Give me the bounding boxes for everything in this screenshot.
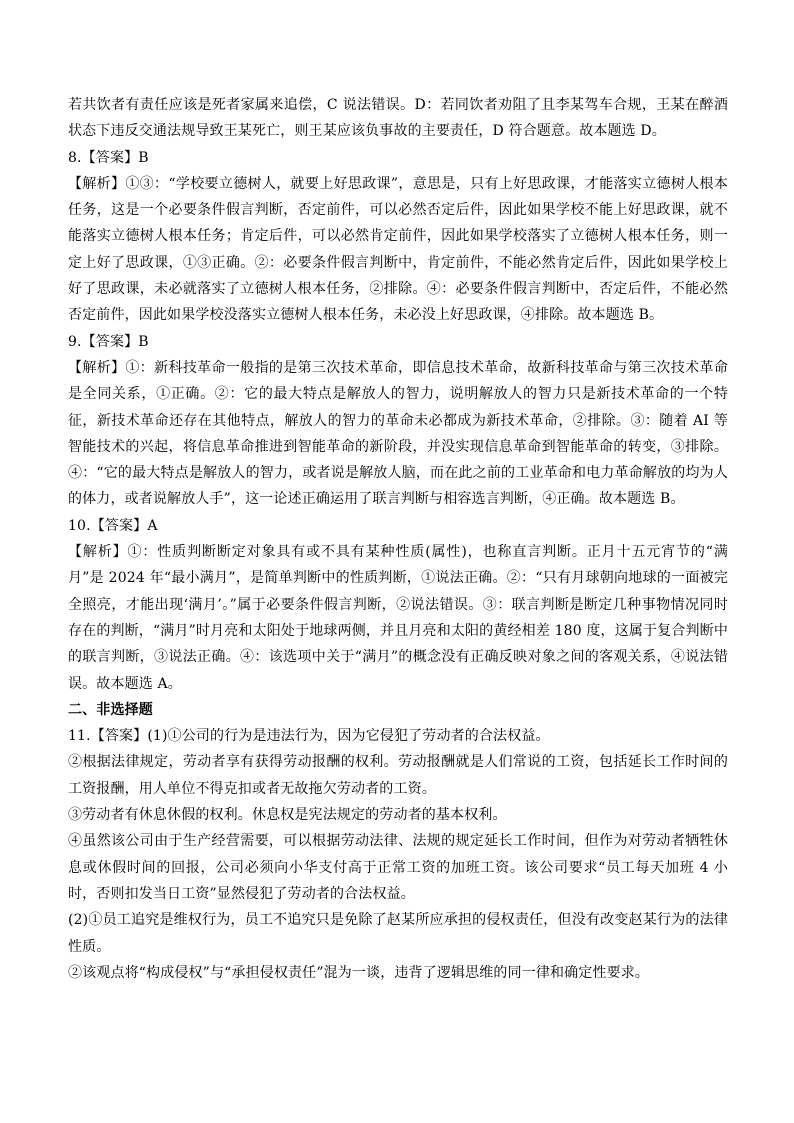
explanation-9: 【解析】①：新科技革命一般指的是第三次技术革命，即信息技术革命，故新科技革命与第三次技术革命是全同关系，①正确。②：它的最大特点是解放人的智力，说明解放人的智力只是新技术革命的一个特征，新技术革命还存在其他特点，解放人的智力的革命未必都成为新技术革命，②排除。③：随着 AI 等智能技术的兴起，将信息革命推进到智能革命的新阶段，并没实现信息革命到智能革命的转变，③排除。④：“它的最大特点是解放人的智力，或者说是解放人脑，而在此之前的工业革命和电力革命解放的均为人的体力，或者说解放人手”，这一论述正确运用了联言判断与相容选言判断，④正确。故本题选 B。 [68, 359, 728, 508]
answer-11-part2-point2: ②该观点将“构成侵权”与“承担侵权责任”混为一谈，违背了逻辑思维的同一律和确定性要求。 [68, 964, 650, 981]
answer-explanations [68, 92, 728, 986]
answer-11-part1-point2: ②根据法律规定，劳动者享有获得劳动报酬的权利。劳动报酬就是人们常说的工资，包括延长工作时间的工资报酬，用人单位不得克扣或者无故拖欠劳动者的工资。 [68, 754, 728, 797]
explanation-8: 【解析】①③：“学校要立德树人，就要上好思政课”，意思是，只有上好思政课，才能落实立德树人根本任务，这是一个必要条件假言判断，否定前件，可以必然否定后件，因此如果学校不能上好思政课，就不能落实立德树人根本任务；肯定后件，可以必然肯定前件，因此如果学校落实了立德树人根本任务，则一定上好了思政课，①③正确。②：必要条件假言判断中，肯定前件，不能必然肯定后件，因此如果学校上好了思政课，未必就落实了立德树人根本任务，②排除。④：必要条件假言判断中，否定后件，不能必然否定前件，因此如果学校没落实立德树人根本任务，未必没上好思政课，④排除。故本题选 B。 [68, 175, 728, 324]
answer-11-part1-point1: 11.【答案】(1)①公司的行为是违法行为，因为它侵犯了劳动者的合法权益。 [68, 728, 550, 745]
answer-10: 10.【答案】A [68, 517, 158, 534]
answer-8: 8.【答案】B [68, 149, 149, 166]
explanation-10: 【解析】①：性质判断断定对象具有或不具有某种性质(属性)，也称直言判断。正月十五元宵节的“满月”是 2024 年“最小满月”，是简单判断中的性质判断，①说法正确。②：“只有月球朝向地球的一面被完全照亮，才能出现‘满月’。”属于必要条件假言判断，②说法错误。③：联言判断是断定几种事物情况同时存在的判断，“满月”时月亮和太阳处于地球两侧，并且月亮和太阳的黄经相差 180 度，这属于复合判断中的联言判断，③说法正确。④：该选项中关于“满月”的概念没有正确反映对象之间的客观关系，④说法错误。故本题选 A。 [68, 544, 728, 692]
answer-11-part2-point1: (2)①员工追究是维权行为，员工不追究只是免除了赵某所应承担的侵权责任，但没有改变赵某行为的法律性质。 [68, 912, 728, 955]
answer-11-part1-point3: ③劳动者有休息休假的权利。休息权是宪法规定的劳动者的基本权利。 [68, 807, 507, 824]
answer-9: 9.【答案】B [68, 333, 149, 350]
paragraph-q7-continuation: 若共饮者有责任应该是死者家属来追偿，C 说法错误。D：若同饮者劝阻了且李某驾车合规，王某在醉酒状态下违反交通法规导致王某死亡，则王某应该负事故的主要责任，D 符合题意。故本题选 D。 [68, 97, 728, 140]
answer-11-part1-point4: ④虽然该公司由于生产经营需要，可以根据劳动法律、法规的规定延长工作时间，但作为对劳动者牺牲休息或休假时间的回报，公司必须向小华支付高于正常工资的加班工资。该公司要求“员工每天加班 4 小时，否则扣发当日工资”显然侵犯了劳动者的合法权益。 [68, 833, 728, 902]
section-heading-non-choice: 二、非选择题 [68, 701, 153, 718]
